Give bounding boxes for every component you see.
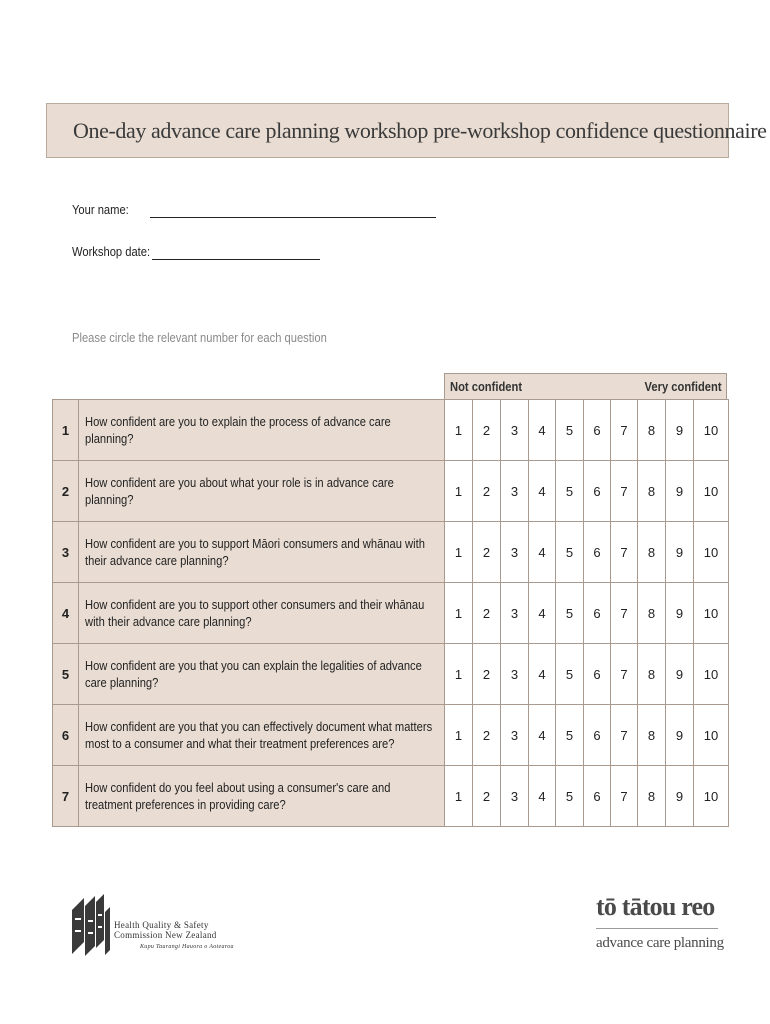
rating-option[interactable]: 3 bbox=[501, 705, 529, 766]
rating-option[interactable]: 2 bbox=[473, 461, 501, 522]
rating-option[interactable]: 8 bbox=[638, 583, 666, 644]
question-row bbox=[53, 705, 729, 766]
question-row bbox=[53, 461, 729, 522]
rating-option[interactable]: 9 bbox=[666, 583, 694, 644]
question-text: How confident are you that you can effectively document what matters most to a consumer and what their treatment preferences are? bbox=[85, 719, 433, 751]
rating-option[interactable]: 5 bbox=[556, 705, 584, 766]
question-text-cell bbox=[79, 400, 445, 461]
rating-option[interactable]: 8 bbox=[638, 522, 666, 583]
org-tagline: Kupu Taurangi Hauora o Aotearoa bbox=[140, 944, 234, 950]
brand-divider bbox=[596, 928, 718, 929]
brand-logo bbox=[596, 892, 724, 952]
rating-option[interactable]: 6 bbox=[584, 522, 611, 583]
rating-option[interactable]: 10 bbox=[694, 583, 729, 644]
name-field-line[interactable] bbox=[150, 217, 436, 218]
rating-option[interactable]: 7 bbox=[611, 400, 638, 461]
rating-option[interactable]: 3 bbox=[501, 644, 529, 705]
rating-option[interactable]: 8 bbox=[638, 461, 666, 522]
question-number: 1 bbox=[53, 400, 79, 461]
question-text: How confident are you about what your role is in advance care planning? bbox=[85, 475, 394, 507]
question-text-cell bbox=[79, 461, 445, 522]
rating-option[interactable]: 10 bbox=[694, 644, 729, 705]
rating-option[interactable]: 8 bbox=[638, 705, 666, 766]
question-text: How confident are you to explain the process of advance care planning? bbox=[85, 414, 391, 446]
rating-option[interactable]: 1 bbox=[445, 522, 473, 583]
rating-option[interactable]: 10 bbox=[694, 461, 729, 522]
scale-header bbox=[444, 373, 727, 399]
rating-option[interactable]: 4 bbox=[529, 705, 556, 766]
rating-option[interactable]: 4 bbox=[529, 644, 556, 705]
rating-option[interactable]: 5 bbox=[556, 766, 584, 827]
rating-option[interactable]: 6 bbox=[584, 705, 611, 766]
rating-option[interactable]: 8 bbox=[638, 400, 666, 461]
question-number: 4 bbox=[53, 583, 79, 644]
rating-option[interactable]: 1 bbox=[445, 583, 473, 644]
rating-option[interactable]: 10 bbox=[694, 522, 729, 583]
rating-option[interactable]: 2 bbox=[473, 766, 501, 827]
rating-option[interactable]: 7 bbox=[611, 583, 638, 644]
question-text-cell bbox=[79, 644, 445, 705]
rating-option[interactable]: 10 bbox=[694, 766, 729, 827]
rating-option[interactable]: 8 bbox=[638, 766, 666, 827]
question-row bbox=[53, 766, 729, 827]
rating-option[interactable]: 5 bbox=[556, 644, 584, 705]
rating-option[interactable]: 4 bbox=[529, 766, 556, 827]
questions-table bbox=[52, 399, 729, 827]
rating-option[interactable]: 2 bbox=[473, 522, 501, 583]
scale-high-label: Very confident bbox=[644, 379, 722, 394]
rating-option[interactable]: 2 bbox=[473, 644, 501, 705]
rating-option[interactable]: 7 bbox=[611, 522, 638, 583]
question-text-cell bbox=[79, 522, 445, 583]
brand-sub-text: advance care planning bbox=[596, 935, 724, 951]
rating-option[interactable]: 6 bbox=[584, 644, 611, 705]
name-label: Your name: bbox=[72, 202, 129, 217]
question-text-cell bbox=[79, 766, 445, 827]
rating-option[interactable]: 6 bbox=[584, 400, 611, 461]
question-text: How confident do you feel about using a consumer's care and treatment preferences in providing care? bbox=[85, 780, 391, 812]
rating-option[interactable]: 9 bbox=[666, 400, 694, 461]
rating-option[interactable]: 7 bbox=[611, 766, 638, 827]
rating-option[interactable]: 5 bbox=[556, 522, 584, 583]
rating-option[interactable]: 6 bbox=[584, 583, 611, 644]
question-text: How confident are you to support other consumers and their whānau with their advance care planning? bbox=[85, 597, 425, 629]
scale-low-label: Not confident bbox=[450, 379, 523, 394]
org-line-1: Health Quality & Safety bbox=[114, 920, 209, 930]
brand-main-text: tō tātou reo bbox=[596, 892, 715, 921]
rating-option[interactable]: 9 bbox=[666, 766, 694, 827]
question-row bbox=[53, 522, 729, 583]
org-line-2: Commission New Zealand bbox=[114, 930, 217, 940]
rating-option[interactable]: 5 bbox=[556, 583, 584, 644]
hqsc-org-name bbox=[114, 920, 234, 952]
question-text-cell bbox=[79, 583, 445, 644]
rating-option[interactable]: 5 bbox=[556, 461, 584, 522]
question-row bbox=[53, 583, 729, 644]
rating-option[interactable]: 3 bbox=[501, 461, 529, 522]
rating-option[interactable]: 4 bbox=[529, 400, 556, 461]
title-banner bbox=[46, 103, 767, 158]
rating-option[interactable]: 1 bbox=[445, 705, 473, 766]
rating-option[interactable]: 3 bbox=[501, 766, 529, 827]
rating-option[interactable]: 7 bbox=[611, 644, 638, 705]
question-text: How confident are you to support Māori consumers and whānau with their advance care planning? bbox=[85, 536, 425, 568]
date-field-line[interactable] bbox=[152, 259, 320, 260]
question-number: 2 bbox=[53, 461, 79, 522]
page-title: One-day advance care planning workshop pre-workshop confidence questionnaire bbox=[73, 117, 767, 143]
rating-option[interactable]: 2 bbox=[473, 705, 501, 766]
date-label: Workshop date: bbox=[72, 244, 151, 259]
question-number: 6 bbox=[53, 705, 79, 766]
question-row bbox=[53, 400, 729, 461]
rating-option[interactable]: 8 bbox=[638, 644, 666, 705]
rating-option[interactable]: 6 bbox=[584, 461, 611, 522]
rating-option[interactable]: 1 bbox=[445, 766, 473, 827]
rating-option[interactable]: 3 bbox=[501, 583, 529, 644]
rating-option[interactable]: 3 bbox=[501, 522, 529, 583]
rating-option[interactable]: 9 bbox=[666, 705, 694, 766]
question-text-cell bbox=[79, 705, 445, 766]
rating-option[interactable]: 10 bbox=[694, 705, 729, 766]
rating-option[interactable]: 5 bbox=[556, 400, 584, 461]
rating-option[interactable]: 7 bbox=[611, 461, 638, 522]
rating-option[interactable]: 4 bbox=[529, 583, 556, 644]
rating-option[interactable]: 6 bbox=[584, 766, 611, 827]
instruction-text: Please circle the relevant number for each question bbox=[72, 330, 327, 345]
question-row bbox=[53, 644, 729, 705]
rating-option[interactable]: 2 bbox=[473, 400, 501, 461]
question-text: How confident are you that you can explain the legalities of advance care planning? bbox=[85, 658, 422, 690]
question-number: 7 bbox=[53, 766, 79, 827]
rating-option[interactable]: 1 bbox=[445, 461, 473, 522]
rating-option[interactable]: 9 bbox=[666, 644, 694, 705]
rating-option[interactable]: 9 bbox=[666, 461, 694, 522]
question-number: 3 bbox=[53, 522, 79, 583]
rating-option[interactable]: 1 bbox=[445, 644, 473, 705]
rating-option[interactable]: 3 bbox=[501, 400, 529, 461]
rating-option[interactable]: 7 bbox=[611, 705, 638, 766]
rating-option[interactable]: 1 bbox=[445, 400, 473, 461]
rating-option[interactable]: 10 bbox=[694, 400, 729, 461]
rating-option[interactable]: 2 bbox=[473, 583, 501, 644]
rating-option[interactable]: 4 bbox=[529, 522, 556, 583]
rating-option[interactable]: 4 bbox=[529, 461, 556, 522]
rating-option[interactable]: 9 bbox=[666, 522, 694, 583]
question-number: 5 bbox=[53, 644, 79, 705]
